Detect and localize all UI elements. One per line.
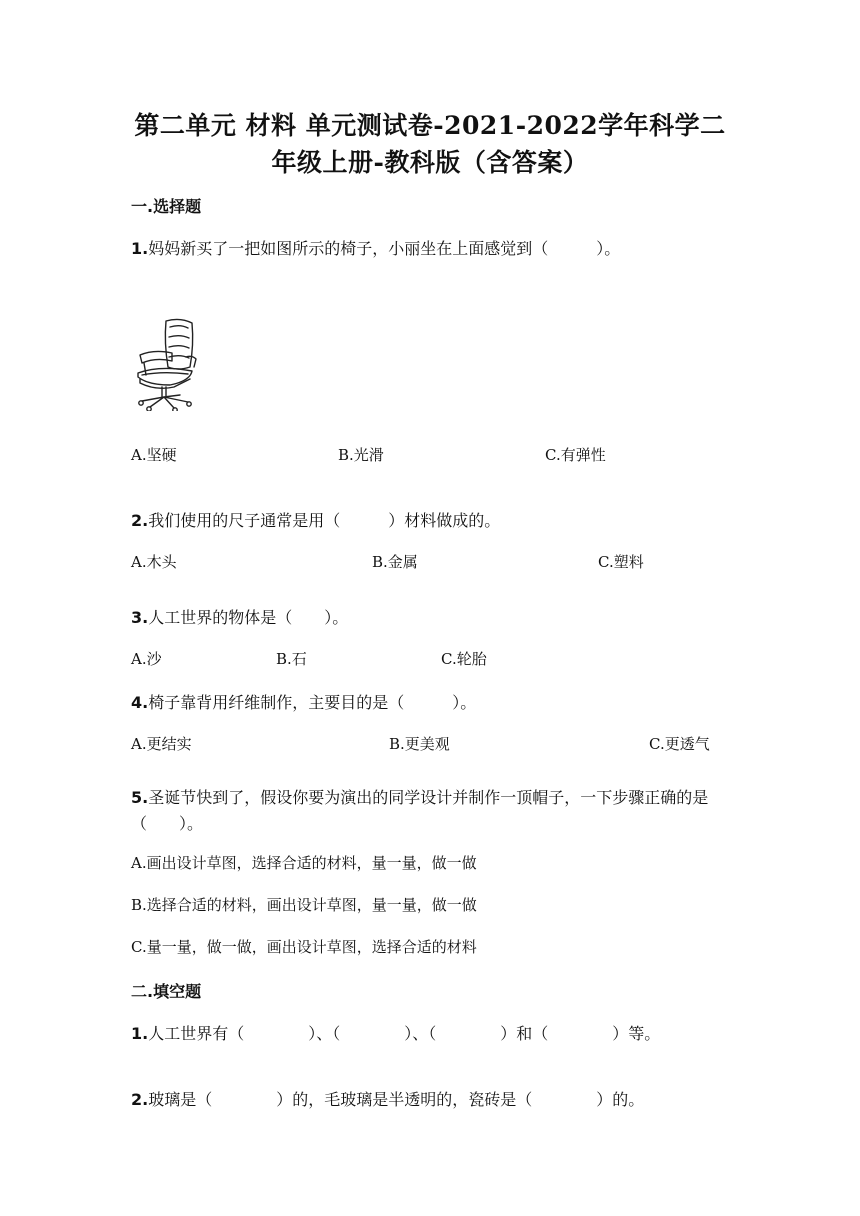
option-a: A.木头: [131, 553, 177, 571]
fill-question-2: [131, 1087, 644, 1110]
option-b: B.光滑: [338, 446, 384, 464]
question-number: 2.: [131, 1090, 149, 1109]
question-2: [131, 508, 500, 531]
question-number: 1.: [131, 239, 149, 258]
question-number: 1.: [131, 1024, 149, 1043]
question-text: 人工世界的物体是（ ）。: [148, 608, 349, 627]
question-5: [131, 785, 731, 837]
option-b: B.石: [276, 650, 307, 668]
chair-icon: [128, 315, 200, 411]
question-text: 玻璃是（ ）的，毛玻璃是半透明的，瓷砖是（ ）的。: [148, 1090, 645, 1109]
option-a: A.沙: [131, 650, 162, 668]
question-number: 4.: [131, 693, 149, 712]
option-b: B.更美观: [389, 735, 450, 753]
question-number: 2.: [131, 511, 149, 530]
question-number: 5.: [131, 788, 149, 807]
option-c: C.塑料: [598, 553, 644, 571]
question-text: 圣诞节快到了，假设你要为演出的同学设计并制作一顶帽子，一下步骤正确的是（ ）。: [131, 788, 709, 833]
question-1: [131, 236, 620, 259]
office-chair-illustration: [128, 315, 200, 411]
question-4: [131, 690, 476, 713]
section-heading-choice: 一.选择题: [131, 197, 202, 216]
question-text: 椅子靠背用纤维制作，主要目的是（ ）。: [148, 693, 477, 712]
option-b: B.选择合适的材料，画出设计草图，量一量，做一做: [131, 896, 477, 914]
page-title-line2: 年级上册-教科版（含答案）: [271, 148, 589, 177]
section-heading-fill: 二.填空题: [131, 982, 202, 1001]
page-title-line1: 第二单元 材料 单元测试卷-2021-2022学年科学二: [134, 111, 726, 140]
option-c: C.量一量，做一做，画出设计草图，选择合适的材料: [131, 938, 477, 956]
option-a: A.画出设计草图，选择合适的材料，量一量，做一做: [131, 854, 477, 872]
option-a: A.坚硬: [131, 446, 177, 464]
option-a: A.更结实: [131, 735, 192, 753]
option-c: C.更透气: [649, 735, 710, 753]
fill-question-1: [131, 1021, 731, 1047]
question-3: [131, 605, 348, 628]
question-text: 我们使用的尺子通常是用（ ）材料做成的。: [148, 511, 501, 530]
option-c: C.轮胎: [441, 650, 487, 668]
option-c: C.有弹性: [545, 446, 606, 464]
question-text: 人工世界有（ ）、（ ）、（ ）和（ ）等。: [148, 1024, 661, 1043]
option-b: B.金属: [372, 553, 418, 571]
question-number: 3.: [131, 608, 149, 627]
question-text: 妈妈新买了一把如图所示的椅子，小丽坐在上面感觉到（ ）。: [148, 239, 621, 258]
